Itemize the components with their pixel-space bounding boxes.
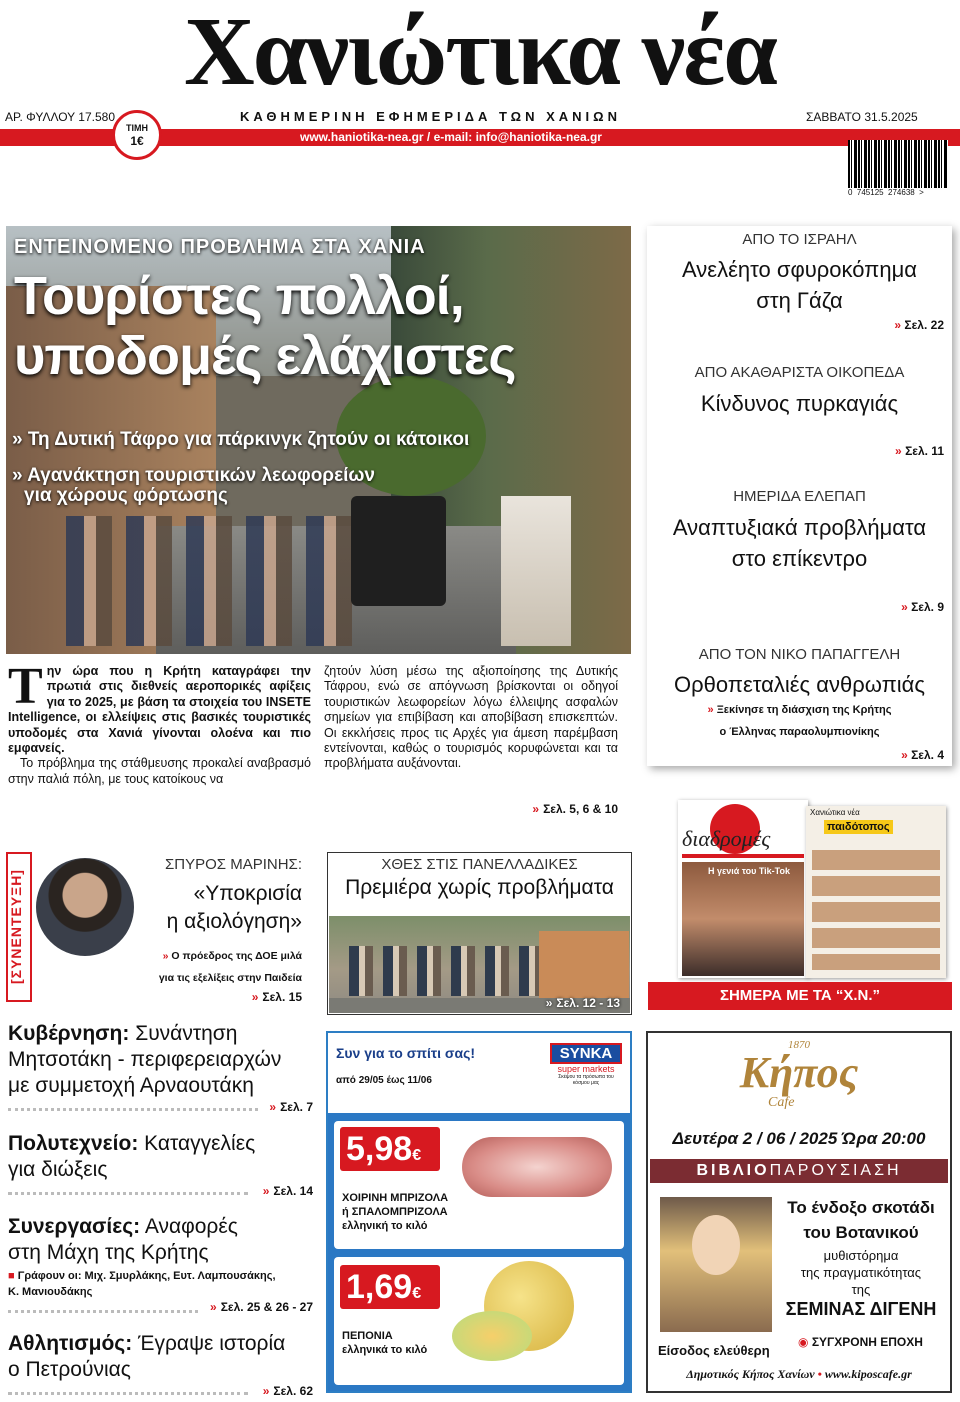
story-kyvernisi[interactable]: Κυβέρνηση: Συνάντηση Μητσοτάκη - περιφερειαρχών με συμμετοχή Αρναουτάκη [8, 1022, 282, 1097]
interview-page[interactable]: » Σελ. 15 [251, 990, 302, 1004]
masthead-title: Χανιώτικα νέα [184, 0, 776, 106]
interviewee-photo [36, 858, 134, 956]
kipos-author: ΣΕΜΙΝΑΣ ΔΙΓΕΝΗ [785, 1299, 937, 1319]
story-synergasies[interactable]: Συνεργασίες: Αναφορές στη Μάχη της Κρήτης [8, 1215, 238, 1264]
hero-body-col1 [8, 658, 311, 787]
divider [8, 1310, 198, 1313]
melon-slice-image [452, 1311, 532, 1361]
supplement-banner[interactable]: ΣΗΜΕΡΑ ΜΕ ΤΑ “Χ.Ν.” [648, 982, 952, 1010]
supplement-mini-title: Χανιώτικα νέα [810, 808, 860, 817]
divider [8, 1392, 248, 1395]
hero-bullet-1: » Τη Δυτική Τάφρο για πάρκινγκ ζητούν οι κάτοικοι [12, 429, 470, 450]
hero-lead: ην ώρα που η Κρήτη καταγράφει την πρωτιά στις διεθνείς αεροπορικές αφίξεις για το 2025, με βάση τα στοιχεία του INSETE Intelligence, οι ελλείψεις στις βασικές τουριστικές υποδομές στα Χανιά γίνονται ολοένα και πιο εμφανείς. [8, 664, 311, 756]
sidebar-kicker-2: ΑΠΟ ΑΚΑΘΑΡΙΣΤΑ ΟΙΚΟΠΕΔΑ [694, 364, 905, 381]
interview-headline[interactable]: «Υποκρισία η αξιολόγηση» [166, 882, 302, 933]
hero-headline[interactable] [14, 266, 516, 386]
kipos-year: 1870 [788, 1039, 810, 1051]
kipos-book-title: Το ένδοξο σκοτάδι του Βοτανικού [787, 1198, 935, 1242]
publisher-icon: ◉ [798, 1335, 812, 1349]
offer-2-text: ΠΕΠΟΝΙΑ ελληνικά το κιλό [342, 1330, 428, 1356]
kipos-footer: Δημοτικός Κήπος Χανίων • www.kiposcafe.gr [686, 1367, 912, 1381]
sidebar-headline-3[interactable]: Αναπτυξιακά προβλήματα στο επίκεντρο [672, 515, 927, 571]
sidebar-page-4[interactable]: » Σελ. 4 [901, 748, 944, 762]
hero-bullet-2b: για χώρους φόρτωσης [24, 485, 228, 506]
sidebar-page-2[interactable]: » Σελ. 11 [895, 444, 944, 458]
synka-slogan: Συν για το σπίτι σας! [336, 1045, 476, 1061]
author-photo [660, 1197, 772, 1332]
story-synergasies-writers: ■ Γράφουν οι: Μιχ. Σμυρλάκης, Ευτ. Λαμπουσάκης, Κ. Μανιουδάκης [8, 1270, 276, 1298]
sidebar-page-1[interactable]: » Σελ. 22 [894, 318, 944, 332]
pork-chop-image [462, 1137, 612, 1197]
hero-body-col2: ζητούν λύση μέσω της αξιοποίησης της Δυτικής Τάφρου, ενώ σε απόγνωση βρίσκονται οι οδηγοί τουριστικών λεωφορείων λόγω έλλειψης ασφαλών σημείων για επιβίβαση και αποβίβαση επισκεπτών. Οι εκκλήσεις προς τις Αρχές για άμεση παρέμβαση εντείνονται, καθώς ο τουρισμός κορυφώνεται και τα προβλήματα αυξάνονται. [324, 664, 618, 771]
sidebar-sub-4a: » Ξεκίνησε τη διάσχιση της Κρήτης [707, 704, 892, 716]
drop-cap: Τ [8, 658, 43, 715]
tagline: ΚΑΘΗΜΕΡΙΝΗ ΕΦΗΜΕΡΙΔΑ ΤΩΝ ΧΑΝΙΩΝ [240, 109, 621, 124]
sidebar-headline-2[interactable]: Κίνδυνος πυρκαγιάς [700, 391, 899, 416]
hero-bullet-2a: » Αγανάκτηση τουριστικών λεωφορείων [12, 465, 375, 486]
sidebar-kicker-1: ΑΠΟ ΤΟ ΙΣΡΑΗΛ [742, 231, 857, 248]
synka-logo: SYNKA super markets Σκέψου τα πρόσωπα του κόσμου μας [550, 1043, 622, 1087]
sidebar-kicker-3: ΗΜΕΡΙΔΑ ΕΛΕΠΑΠ [733, 488, 866, 505]
story-polytexneio-page[interactable]: » Σελ. 14 [262, 1184, 313, 1198]
story-synergasies-page[interactable]: » Σελ. 25 & 26 - 27 [210, 1300, 313, 1314]
sidebar-page-3[interactable]: » Σελ. 9 [901, 600, 944, 614]
kipos-event-bar: ΒΙΒΛΙΟΠΑΡΟΥΣΙΑΣΗ [650, 1159, 948, 1183]
interview-sub: » Ο πρόεδρος της ΔΟΕ μιλά για τις εξελίξεις στην Παιδεία [158, 950, 302, 984]
sidebar-headline-4[interactable]: Ορθοπεταλιές ανθρωπιάς [673, 672, 925, 697]
sidebar-headline-1[interactable]: Ανελέητο σφυροκόπημα στη Γάζα [682, 257, 917, 313]
hero-headline-line1: Τουρίστες πολλοί, [14, 266, 464, 326]
sidebar-sub-4b: ο Έλληνας παραολυμπιονίκης [719, 726, 880, 738]
sidebar-box [647, 226, 952, 766]
exams-kicker: ΧΘΕΣ ΣΤΙΣ ΠΑΝΕΛΛΑΔΙΚΕΣ [381, 856, 578, 873]
hero-col1-text: Το πρόβλημα της στάθμευσης προκαλεί αναβρασμό στην παλιά πόλη, με τους κατοίκους να [8, 756, 311, 786]
mannequin [501, 496, 571, 646]
synka-offer-2 [334, 1257, 624, 1385]
offer-1-text: ΧΟΙΡΙΝΗ ΜΠΡΙΖΟΛΑ ή ΣΠΑΛΟΜΠΡΙΖΟΛΑ ελληνική το κιλό [342, 1192, 449, 1232]
synka-ad[interactable] [326, 1031, 632, 1393]
supplement-second-title: παιδότοπος [824, 820, 893, 834]
barcode-digits: 0 745125 274638 > [848, 188, 924, 197]
kipos-entry: Είσοδος ελεύθερη [658, 1343, 770, 1358]
story-kyvernisi-page[interactable]: » Σελ. 7 [269, 1100, 313, 1114]
synka-offer-1 [334, 1121, 624, 1249]
supplement-cover-2[interactable] [806, 806, 946, 978]
kipos-sub: Cafe [768, 1095, 795, 1110]
utility-cart [351, 496, 446, 606]
supplement-title: διαδρομές [682, 826, 771, 851]
issue-date: ΣΑΒΒΑΤΟ 31.5.2025 [806, 110, 918, 124]
issue-number: ΑΡ. ΦΥΛΛΟΥ 17.580 [5, 110, 115, 124]
divider [8, 1108, 258, 1111]
price-value: 1€ [130, 134, 144, 148]
kipos-ad[interactable] [646, 1031, 952, 1393]
supplement-cover[interactable] [678, 800, 808, 978]
interview-tag: [ΣΥΝΕΝΤΕΥΞΗ] [6, 852, 32, 1002]
price-label: ΤΙΜΗ [126, 123, 148, 133]
supplement-article: Η γενιά του Tik-Tok [708, 866, 790, 876]
story-athlitismos-page[interactable]: » Σελ. 62 [262, 1384, 313, 1398]
barcode-icon [848, 140, 948, 188]
price-tag-2: 1,69€ [340, 1265, 440, 1309]
kipos-logo: Κήπος [739, 1048, 859, 1097]
hero-page-ref[interactable]: » Σελ. 5, 6 & 10 [532, 802, 618, 816]
exams-headline[interactable]: Πρεμιέρα χωρίς προβλήματα [345, 876, 614, 899]
website-line[interactable]: www.haniotika-nea.gr / e-mail: info@haniotika-nea.gr [300, 130, 602, 144]
divider [8, 1192, 248, 1195]
interview-kicker: ΣΠΥΡΟΣ ΜΑΡΙΝΗΣ: [165, 856, 302, 873]
kipos-datetime: Δευτέρα 2 / 06 / 2025 Ώρα 20:00 [672, 1129, 926, 1148]
kipos-publisher: ◉ ΣΥΓΧΡΟΝΗ ΕΠΟΧΗ [798, 1335, 923, 1349]
price-badge [112, 110, 162, 160]
story-polytexneio[interactable]: Πολυτεχνείο: Καταγγελίες για διώξεις [8, 1132, 256, 1181]
story-athlitismos[interactable]: Αθλητισμός: Έγραψε ιστορία ο Πετρούνιας [8, 1332, 286, 1381]
hero-kicker: ΕΝΤΕΙΝΟΜΕΝΟ ΠΡΟΒΛΗΜΑ ΣΤΑ ΧΑΝΙΑ [14, 236, 426, 258]
exams-page[interactable]: » Σελ. 12 - 13 [545, 996, 620, 1010]
hero-headline-line2: υποδομές ελάχιστες [14, 326, 516, 386]
barcode [848, 140, 948, 202]
kipos-desc: μυθιστόρημα της πραγματικότητας της [800, 1248, 922, 1297]
price-tag-1: 5,98€ [340, 1127, 440, 1171]
synka-dates: από 29/05 έως 11/06 [336, 1075, 432, 1086]
sidebar-kicker-4: ΑΠΟ ΤΟΝ ΝΙΚΟ ΠΑΠΑΓΓΕΛΗ [698, 646, 901, 663]
